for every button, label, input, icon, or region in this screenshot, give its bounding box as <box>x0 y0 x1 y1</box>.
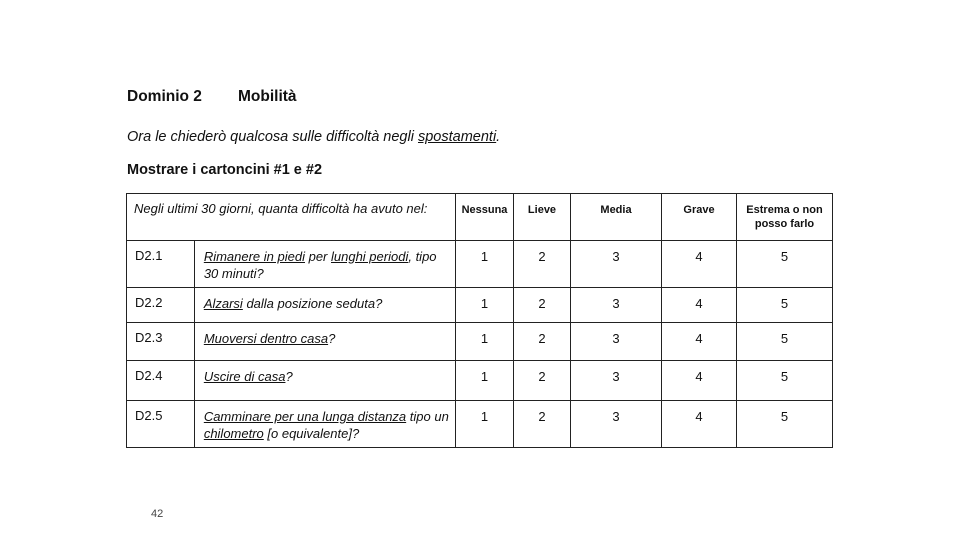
value-cell: 5 <box>737 323 833 361</box>
item-plain: tipo un <box>406 409 449 424</box>
value-cell: 4 <box>662 401 737 448</box>
item-code: D2.5 <box>127 401 195 448</box>
item-text <box>194 241 455 288</box>
value-cell: 1 <box>456 323 514 361</box>
item-text <box>194 361 455 401</box>
item-underline: Rimanere in piedi <box>203 249 305 264</box>
value-cell: 1 <box>456 288 514 323</box>
item-text <box>194 401 455 448</box>
value-cell: 2 <box>514 361 571 401</box>
value-cell: 4 <box>662 323 737 361</box>
value-cell: 5 <box>737 361 833 401</box>
table-row <box>127 361 833 401</box>
value-cell: 5 <box>737 288 833 323</box>
value-cell: 3 <box>571 288 662 323</box>
table-row <box>127 401 833 448</box>
value-cell: 3 <box>571 401 662 448</box>
value-cell: 5 <box>737 241 833 288</box>
item-plain: ? <box>328 331 336 346</box>
item-code: D2.3 <box>127 323 195 361</box>
item-underline: Muoversi dentro casa <box>203 331 329 346</box>
item-plain: [o equivalente]? <box>263 426 360 441</box>
value-cell: 3 <box>571 361 662 401</box>
intro-sentence <box>127 129 500 145</box>
column-header-3: Media <box>571 194 662 241</box>
table-row <box>127 288 833 323</box>
value-cell: 2 <box>514 323 571 361</box>
value-cell: 4 <box>662 288 737 323</box>
header-row <box>127 194 833 241</box>
value-cell: 1 <box>456 241 514 288</box>
item-text <box>194 288 455 323</box>
value-cell: 2 <box>514 288 571 323</box>
item-underline: Camminare per una lunga distanza <box>203 409 407 424</box>
section-heading <box>127 88 297 106</box>
table-row <box>127 323 833 361</box>
domain-label: Dominio 2 <box>127 88 202 105</box>
value-cell: 4 <box>662 361 737 401</box>
value-cell: 3 <box>571 323 662 361</box>
item-plain: dalla posizione seduta? <box>242 296 383 311</box>
value-cell: 1 <box>456 401 514 448</box>
intro-underlined: spostamenti <box>417 129 497 145</box>
item-underline: Alzarsi <box>203 296 243 311</box>
item-underline: lunghi periodi <box>331 249 409 264</box>
item-code: D2.2 <box>127 288 195 323</box>
item-text <box>194 323 455 361</box>
item-plain: , tipo 30 minuti? <box>203 249 437 281</box>
question-header: Negli ultimi 30 giorni, quanta difficoltà ha avuto nel: <box>127 194 456 241</box>
table-row <box>127 241 833 288</box>
column-header-5: Estrema o non posso farlo <box>737 194 833 241</box>
value-cell: 2 <box>514 401 571 448</box>
item-underline: chilometro <box>203 426 264 441</box>
value-cell: 5 <box>737 401 833 448</box>
value-cell: 2 <box>514 241 571 288</box>
intro-prefix: Ora le chiederò qualcosa sulle difficoltà negli <box>127 129 418 145</box>
instruction: Mostrare i cartoncini #1 e #2 <box>127 162 323 178</box>
value-cell: 3 <box>571 241 662 288</box>
item-plain: ? <box>285 369 293 384</box>
item-code: D2.4 <box>127 361 195 401</box>
value-cell: 4 <box>662 241 737 288</box>
page-number: 42 <box>151 508 164 520</box>
questionnaire-table <box>126 193 833 448</box>
column-header-1: Nessuna <box>456 194 514 241</box>
column-header-4: Grave <box>662 194 737 241</box>
value-cell: 1 <box>456 361 514 401</box>
domain-title: Mobilità <box>238 88 297 105</box>
intro-suffix: . <box>496 129 501 145</box>
item-underline: Uscire di casa <box>203 369 286 384</box>
item-code: D2.1 <box>127 241 195 288</box>
item-plain: per <box>304 249 331 264</box>
column-header-2: Lieve <box>514 194 571 241</box>
